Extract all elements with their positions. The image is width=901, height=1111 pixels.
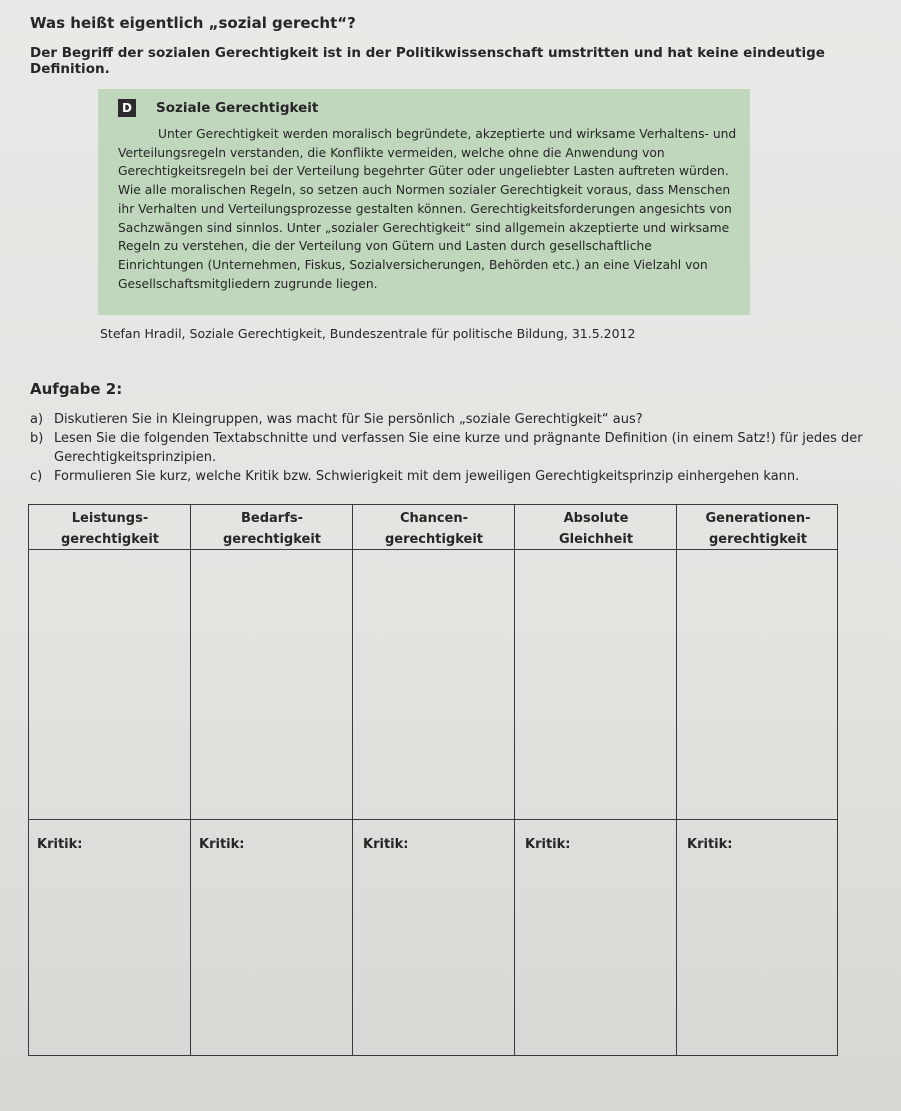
column-header-line: Chancen- — [400, 511, 468, 526]
column-header-line: gerechtigkeit — [384, 532, 484, 547]
column-header-line: gerechtigkeit — [222, 532, 322, 547]
task-text: Diskutieren Sie in Kleingruppen, was macht für Sie persönlich „soziale Gerechtigkeit“ aus? — [54, 412, 643, 427]
column-divider — [190, 505, 191, 1055]
column-divider — [676, 505, 677, 1055]
worksheet-title: Was heißt eigentlich „sozial gerecht“? — [30, 14, 356, 32]
quote-title: Soziale Gerechtigkeit — [156, 100, 319, 116]
quote-letter-badge: D — [118, 99, 136, 117]
task-text: Lesen Sie die folgenden Textabschnitte und verfassen Sie eine kurze und prägnante Definition (in einem Satz!) für jedes der Gerechtigkeitsprinzipien. — [54, 431, 863, 465]
column-header-line: gerechtigkeit — [60, 532, 160, 547]
intro-text: Der Begriff der sozialen Gerechtigkeit ist in der Politikwissenschaft umstritten und hat keine eindeutige Definition. — [30, 45, 825, 77]
task-letter: c) — [30, 469, 43, 484]
column-header-line: gerechtigkeit — [708, 532, 808, 547]
kritik-label: Kritik: — [199, 837, 245, 852]
quote-text: Unter Gerechtigkeit werden moralisch begründete, akzeptierte und wirksame Verhaltens- und Verteilungsregeln verstanden, die Konflikte vermeiden, welche ohne die Anwendung von Gerechtigkeitsregeln bei der Verteilung begehrter Güter oder ungeliebter Lasten auftreten würden. Wie alle moralischen Regeln, so setzen auch Normen sozialer Gerechtigkeit voraus, dass Menschen ihr Verhalten und Verteilungsprozesse gestalten können. Gerechtigkeitsforderungen angesichts von Sachzwängen sind sinnlos. Unter „sozialer Gerechtigkeit“ sind allgemein akzeptierte und wirksame Regeln zu verstehen, die der Verteilung von Gütern und Lasten durch gesellschaftliche Einrichtungen (Unternehmen, Fiskus, Sozialversicherungen, Behörden etc.) an eine Vielzahl von Gesellschaftsmitgliedern zugrunde liegen. — [118, 127, 737, 291]
column-divider — [514, 505, 515, 1055]
column-header-line: Generationen- — [705, 511, 811, 526]
column-header-chancengerechtigkeit — [353, 508, 515, 550]
kritik-divider — [29, 819, 837, 820]
kritik-label: Kritik: — [363, 837, 409, 852]
column-header-line: Bedarfs- — [240, 511, 303, 526]
quote-header — [118, 99, 738, 117]
kritik-label: Kritik: — [525, 837, 571, 852]
task-item-c — [30, 467, 880, 486]
kritik-label: Kritik: — [37, 837, 83, 852]
task-list — [30, 410, 880, 486]
task-item-a — [30, 410, 880, 429]
kritik-label: Kritik: — [687, 837, 733, 852]
column-header-line: Gleichheit — [558, 532, 634, 547]
column-divider — [352, 505, 353, 1055]
task-item-b — [30, 429, 880, 467]
column-header-line: Absolute — [563, 511, 629, 526]
column-header-absolute-gleichheit — [515, 508, 677, 550]
quote-box — [98, 89, 750, 315]
column-header-bedarfsgerechtigkeit — [191, 508, 353, 550]
source-citation: Stefan Hradil, Soziale Gerechtigkeit, Bundeszentrale für politische Bildung, 31.5.2012 — [100, 326, 636, 341]
column-header-generationengerechtigkeit — [677, 508, 839, 550]
task-letter: b) — [30, 431, 44, 446]
task-text: Formulieren Sie kurz, welche Kritik bzw. Schwierigkeit mit dem jeweiligen Gerechtigkeitsprinzip einhergehen kann. — [54, 469, 800, 484]
task-letter: a) — [30, 412, 44, 427]
justice-principles-table — [28, 504, 838, 1056]
column-header-leistungsgerechtigkeit — [29, 508, 191, 550]
task-heading: Aufgabe 2: — [30, 380, 123, 398]
column-header-line: Leistungs- — [71, 511, 149, 526]
